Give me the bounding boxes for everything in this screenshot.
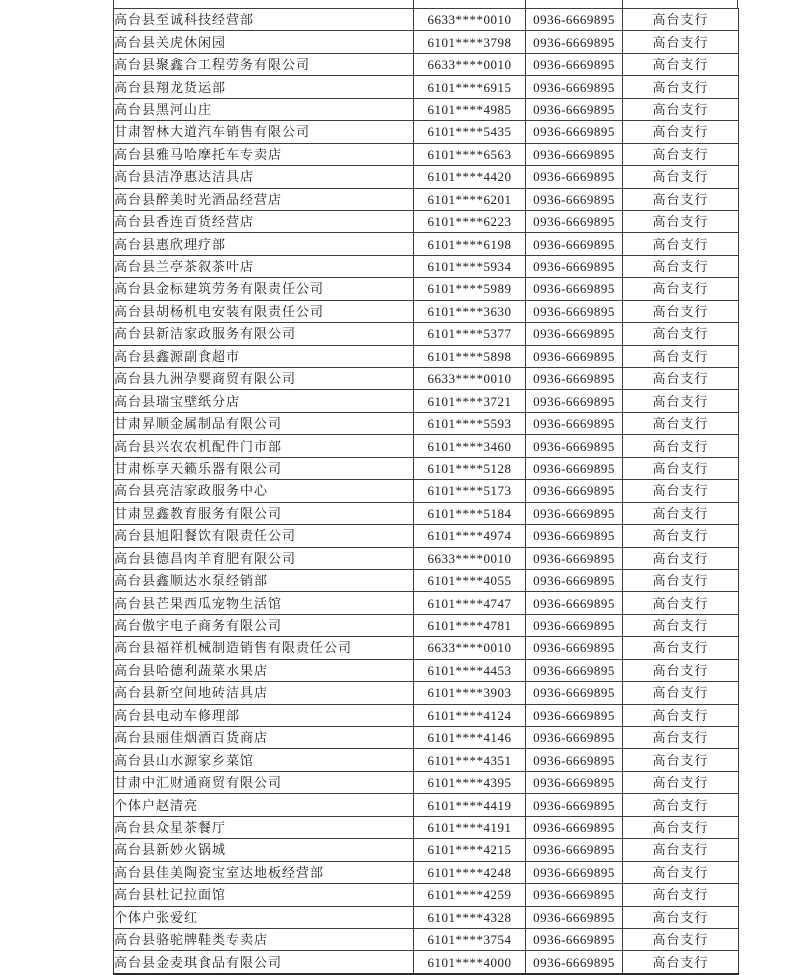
branch-cell: 高台支行 xyxy=(623,345,739,367)
phone-cell: 0936-6669895 xyxy=(526,794,623,816)
phone-cell: 0936-6669895 xyxy=(526,637,623,659)
account-cell: 6101****4000 xyxy=(414,951,526,974)
table-row xyxy=(114,884,739,906)
table-row xyxy=(114,412,739,434)
table-row xyxy=(114,592,739,614)
phone-cell: 0936-6669895 xyxy=(526,861,623,883)
merchant-name-cell: 高台县众星茶餐厅 xyxy=(114,816,414,838)
account-cell: 6101****6201 xyxy=(414,188,526,210)
phone-cell: 0936-6669895 xyxy=(526,323,623,345)
phone-cell: 0936-6669895 xyxy=(526,166,623,188)
table-row xyxy=(114,166,739,188)
merchant-name-cell: 高台县新洁家政服务有限公司 xyxy=(114,323,414,345)
table-row xyxy=(114,525,739,547)
branch-cell: 高台支行 xyxy=(623,323,739,345)
branch-cell: 高台支行 xyxy=(623,457,739,479)
phone-cell: 0936-6669895 xyxy=(526,368,623,390)
branch-cell: 高台支行 xyxy=(623,771,739,793)
account-cell: 6101****4781 xyxy=(414,614,526,636)
account-cell: 6101****5989 xyxy=(414,278,526,300)
merchant-name-cell: 高台县胡杨机电安装有限责任公司 xyxy=(114,300,414,322)
branch-cell: 高台支行 xyxy=(623,233,739,255)
merchant-name-cell: 高台县芒果西瓜宠物生活馆 xyxy=(114,592,414,614)
merchant-table-container xyxy=(113,8,738,975)
account-cell: 6101****4453 xyxy=(414,659,526,681)
branch-cell: 高台支行 xyxy=(623,412,739,434)
branch-cell: 高台支行 xyxy=(623,569,739,591)
merchant-table-body xyxy=(114,9,739,974)
phone-cell: 0936-6669895 xyxy=(526,480,623,502)
table-row xyxy=(114,435,739,457)
phone-cell: 0936-6669895 xyxy=(526,614,623,636)
merchant-name-cell: 高台县佳美陶瓷宝室达地板经营部 xyxy=(114,861,414,883)
account-cell: 6101****5435 xyxy=(414,121,526,143)
table-row xyxy=(114,368,739,390)
table-row xyxy=(114,727,739,749)
merchant-name-cell: 高台县关虎休闲园 xyxy=(114,31,414,53)
phone-cell: 0936-6669895 xyxy=(526,457,623,479)
branch-cell: 高台支行 xyxy=(623,166,739,188)
merchant-name-cell: 高台县山水源家乡菜馆 xyxy=(114,749,414,771)
merchant-name-cell: 高台县骆驼牌鞋类专卖店 xyxy=(114,928,414,950)
branch-cell: 高台支行 xyxy=(623,368,739,390)
merchant-name-cell: 个体户赵清亮 xyxy=(114,794,414,816)
phone-cell: 0936-6669895 xyxy=(526,278,623,300)
merchant-name-cell: 高台县旭阳餐饮有限责任公司 xyxy=(114,525,414,547)
merchant-name-cell: 甘肃中汇财通商贸有限公司 xyxy=(114,771,414,793)
table-row xyxy=(114,547,739,569)
phone-cell: 0936-6669895 xyxy=(526,569,623,591)
table-row xyxy=(114,771,739,793)
phone-cell: 0936-6669895 xyxy=(526,928,623,950)
branch-cell: 高台支行 xyxy=(623,390,739,412)
merchant-name-cell: 高台县惠欣理疗部 xyxy=(114,233,414,255)
account-cell: 6101****4259 xyxy=(414,884,526,906)
branch-cell: 高台支行 xyxy=(623,906,739,928)
branch-cell: 高台支行 xyxy=(623,76,739,98)
branch-cell: 高台支行 xyxy=(623,592,739,614)
account-cell: 6101****4395 xyxy=(414,771,526,793)
table-row xyxy=(114,31,739,53)
account-cell: 6101****4215 xyxy=(414,839,526,861)
branch-cell: 高台支行 xyxy=(623,659,739,681)
merchant-name-cell: 高台县雅马哈摩托车专卖店 xyxy=(114,143,414,165)
table-row xyxy=(114,480,739,502)
account-cell: 6633****0010 xyxy=(414,9,526,31)
merchant-name-cell: 高台县翔龙货运部 xyxy=(114,76,414,98)
branch-cell: 高台支行 xyxy=(623,614,739,636)
account-cell: 6101****5934 xyxy=(414,255,526,277)
account-cell: 6101****6915 xyxy=(414,76,526,98)
merchant-name-cell: 甘肃昇顺金属制品有限公司 xyxy=(114,412,414,434)
phone-cell: 0936-6669895 xyxy=(526,210,623,232)
branch-cell: 高台支行 xyxy=(623,255,739,277)
merchant-name-cell: 高台县至诚科技经营部 xyxy=(114,9,414,31)
branch-cell: 高台支行 xyxy=(623,547,739,569)
branch-cell: 高台支行 xyxy=(623,502,739,524)
merchant-name-cell: 高台县金标建筑劳务有限责任公司 xyxy=(114,278,414,300)
merchant-name-cell: 高台县兴农农机配件门市部 xyxy=(114,435,414,457)
phone-cell: 0936-6669895 xyxy=(526,435,623,457)
table-row xyxy=(114,682,739,704)
table-row xyxy=(114,188,739,210)
table-row xyxy=(114,569,739,591)
phone-cell: 0936-6669895 xyxy=(526,727,623,749)
account-cell: 6101****4248 xyxy=(414,861,526,883)
merchant-name-cell: 高台县福祥机械制造销售有限责任公司 xyxy=(114,637,414,659)
branch-cell: 高台支行 xyxy=(623,727,739,749)
account-cell: 6101****3460 xyxy=(414,435,526,457)
branch-cell: 高台支行 xyxy=(623,278,739,300)
branch-cell: 高台支行 xyxy=(623,816,739,838)
account-cell: 6633****0010 xyxy=(414,53,526,75)
phone-cell: 0936-6669895 xyxy=(526,390,623,412)
phone-cell: 0936-6669895 xyxy=(526,188,623,210)
phone-cell: 0936-6669895 xyxy=(526,682,623,704)
table-row xyxy=(114,951,739,974)
merchant-name-cell: 高台县九洲孕婴商贸有限公司 xyxy=(114,368,414,390)
phone-cell: 0936-6669895 xyxy=(526,816,623,838)
merchant-name-cell: 高台县醉美时光酒品经营店 xyxy=(114,188,414,210)
merchant-name-cell: 甘肃栎享天籁乐器有限公司 xyxy=(114,457,414,479)
phone-cell: 0936-6669895 xyxy=(526,704,623,726)
phone-cell: 0936-6669895 xyxy=(526,76,623,98)
phone-cell: 0936-6669895 xyxy=(526,31,623,53)
branch-cell: 高台支行 xyxy=(623,525,739,547)
branch-cell: 高台支行 xyxy=(623,884,739,906)
table-row xyxy=(114,749,739,771)
table-row xyxy=(114,98,739,120)
account-cell: 6101****5128 xyxy=(414,457,526,479)
table-row xyxy=(114,278,739,300)
account-cell: 6101****5184 xyxy=(414,502,526,524)
account-cell: 6101****4985 xyxy=(414,98,526,120)
branch-cell: 高台支行 xyxy=(623,480,739,502)
account-cell: 6101****4351 xyxy=(414,749,526,771)
table-row xyxy=(114,928,739,950)
account-cell: 6101****3630 xyxy=(414,300,526,322)
account-cell: 6101****6223 xyxy=(414,210,526,232)
table-row xyxy=(114,816,739,838)
account-cell: 6101****5898 xyxy=(414,345,526,367)
table-row xyxy=(114,121,739,143)
table-row xyxy=(114,255,739,277)
phone-cell: 0936-6669895 xyxy=(526,592,623,614)
merchant-name-cell: 高台县聚鑫合工程劳务有限公司 xyxy=(114,53,414,75)
table-row xyxy=(114,637,739,659)
phone-cell: 0936-6669895 xyxy=(526,749,623,771)
branch-cell: 高台支行 xyxy=(623,749,739,771)
account-cell: 6101****6198 xyxy=(414,233,526,255)
account-cell: 6101****4124 xyxy=(414,704,526,726)
merchant-name-cell: 高台县黑河山庄 xyxy=(114,98,414,120)
phone-cell: 0936-6669895 xyxy=(526,525,623,547)
account-cell: 6101****4146 xyxy=(414,727,526,749)
branch-cell: 高台支行 xyxy=(623,98,739,120)
account-cell: 6101****4419 xyxy=(414,794,526,816)
merchant-name-cell: 高台县鑫顺达水泵经销部 xyxy=(114,569,414,591)
account-cell: 6633****0010 xyxy=(414,547,526,569)
account-cell: 6633****0010 xyxy=(414,368,526,390)
merchant-name-cell: 高台县电动车修理部 xyxy=(114,704,414,726)
table-row xyxy=(114,861,739,883)
phone-cell: 0936-6669895 xyxy=(526,412,623,434)
phone-cell: 0936-6669895 xyxy=(526,121,623,143)
branch-cell: 高台支行 xyxy=(623,637,739,659)
table-row xyxy=(114,390,739,412)
phone-cell: 0936-6669895 xyxy=(526,547,623,569)
merchant-name-cell: 高台县亮洁家政服务中心 xyxy=(114,480,414,502)
account-cell: 6101****4974 xyxy=(414,525,526,547)
phone-cell: 0936-6669895 xyxy=(526,659,623,681)
table-row xyxy=(114,457,739,479)
table-row xyxy=(114,233,739,255)
table-row xyxy=(114,76,739,98)
table-row xyxy=(114,345,739,367)
table-row xyxy=(114,300,739,322)
merchant-name-cell: 甘肃昱鑫教育服务有限公司 xyxy=(114,502,414,524)
account-cell: 6101****5593 xyxy=(414,412,526,434)
account-cell: 6101****3754 xyxy=(414,928,526,950)
account-cell: 6101****5173 xyxy=(414,480,526,502)
branch-cell: 高台支行 xyxy=(623,839,739,861)
merchant-name-cell: 高台县丽佳烟酒百货商店 xyxy=(114,727,414,749)
table-row xyxy=(114,839,739,861)
branch-cell: 高台支行 xyxy=(623,143,739,165)
branch-cell: 高台支行 xyxy=(623,300,739,322)
phone-cell: 0936-6669895 xyxy=(526,771,623,793)
table-row xyxy=(114,9,739,31)
branch-cell: 高台支行 xyxy=(623,704,739,726)
account-cell: 6633****0010 xyxy=(414,637,526,659)
phone-cell: 0936-6669895 xyxy=(526,884,623,906)
phone-cell: 0936-6669895 xyxy=(526,98,623,120)
merchant-name-cell: 高台县瑞宝壁纸分店 xyxy=(114,390,414,412)
merchant-name-cell: 高台县杜记拉面馆 xyxy=(114,884,414,906)
account-cell: 6101****4420 xyxy=(414,166,526,188)
merchant-name-cell: 高台县德昌肉羊育肥有限公司 xyxy=(114,547,414,569)
merchant-name-cell: 高台县鑫源副食超市 xyxy=(114,345,414,367)
account-cell: 6101****3721 xyxy=(414,390,526,412)
branch-cell: 高台支行 xyxy=(623,435,739,457)
table-row xyxy=(114,614,739,636)
merchant-name-cell: 高台县哈德利蔬菜水果店 xyxy=(114,659,414,681)
merchant-name-cell: 高台县金麦琪食品有限公司 xyxy=(114,951,414,974)
merchant-name-cell: 甘肃智林大道汽车销售有限公司 xyxy=(114,121,414,143)
branch-cell: 高台支行 xyxy=(623,53,739,75)
phone-cell: 0936-6669895 xyxy=(526,839,623,861)
merchant-name-cell: 高台县新妙火锅城 xyxy=(114,839,414,861)
table-row xyxy=(114,323,739,345)
branch-cell: 高台支行 xyxy=(623,861,739,883)
merchant-name-cell: 高台傲宇电子商务有限公司 xyxy=(114,614,414,636)
phone-cell: 0936-6669895 xyxy=(526,951,623,974)
branch-cell: 高台支行 xyxy=(623,682,739,704)
branch-cell: 高台支行 xyxy=(623,188,739,210)
table-row xyxy=(114,210,739,232)
branch-cell: 高台支行 xyxy=(623,121,739,143)
phone-cell: 0936-6669895 xyxy=(526,53,623,75)
account-cell: 6101****5377 xyxy=(414,323,526,345)
merchant-table xyxy=(113,8,739,975)
merchant-name-cell: 高台县香连百货经营店 xyxy=(114,210,414,232)
phone-cell: 0936-6669895 xyxy=(526,345,623,367)
table-row xyxy=(114,906,739,928)
account-cell: 6101****3798 xyxy=(414,31,526,53)
branch-cell: 高台支行 xyxy=(623,9,739,31)
account-cell: 6101****4747 xyxy=(414,592,526,614)
phone-cell: 0936-6669895 xyxy=(526,9,623,31)
table-row xyxy=(114,53,739,75)
merchant-name-cell: 高台县兰亭茶叙茶叶店 xyxy=(114,255,414,277)
account-cell: 6101****4328 xyxy=(414,906,526,928)
phone-cell: 0936-6669895 xyxy=(526,255,623,277)
merchant-name-cell: 高台县洁净惠达洁具店 xyxy=(114,166,414,188)
branch-cell: 高台支行 xyxy=(623,794,739,816)
account-cell: 6101****3903 xyxy=(414,682,526,704)
phone-cell: 0936-6669895 xyxy=(526,300,623,322)
account-cell: 6101****4055 xyxy=(414,569,526,591)
branch-cell: 高台支行 xyxy=(623,951,739,974)
branch-cell: 高台支行 xyxy=(623,210,739,232)
table-row xyxy=(114,659,739,681)
table-row xyxy=(114,502,739,524)
table-row xyxy=(114,704,739,726)
merchant-name-cell: 个体户张爱红 xyxy=(114,906,414,928)
table-row xyxy=(114,143,739,165)
table-row xyxy=(114,794,739,816)
merchant-name-cell: 高台县新空间地砖洁具店 xyxy=(114,682,414,704)
phone-cell: 0936-6669895 xyxy=(526,143,623,165)
account-cell: 6101****4191 xyxy=(414,816,526,838)
phone-cell: 0936-6669895 xyxy=(526,233,623,255)
account-cell: 6101****6563 xyxy=(414,143,526,165)
phone-cell: 0936-6669895 xyxy=(526,502,623,524)
branch-cell: 高台支行 xyxy=(623,928,739,950)
branch-cell: 高台支行 xyxy=(623,31,739,53)
phone-cell: 0936-6669895 xyxy=(526,906,623,928)
